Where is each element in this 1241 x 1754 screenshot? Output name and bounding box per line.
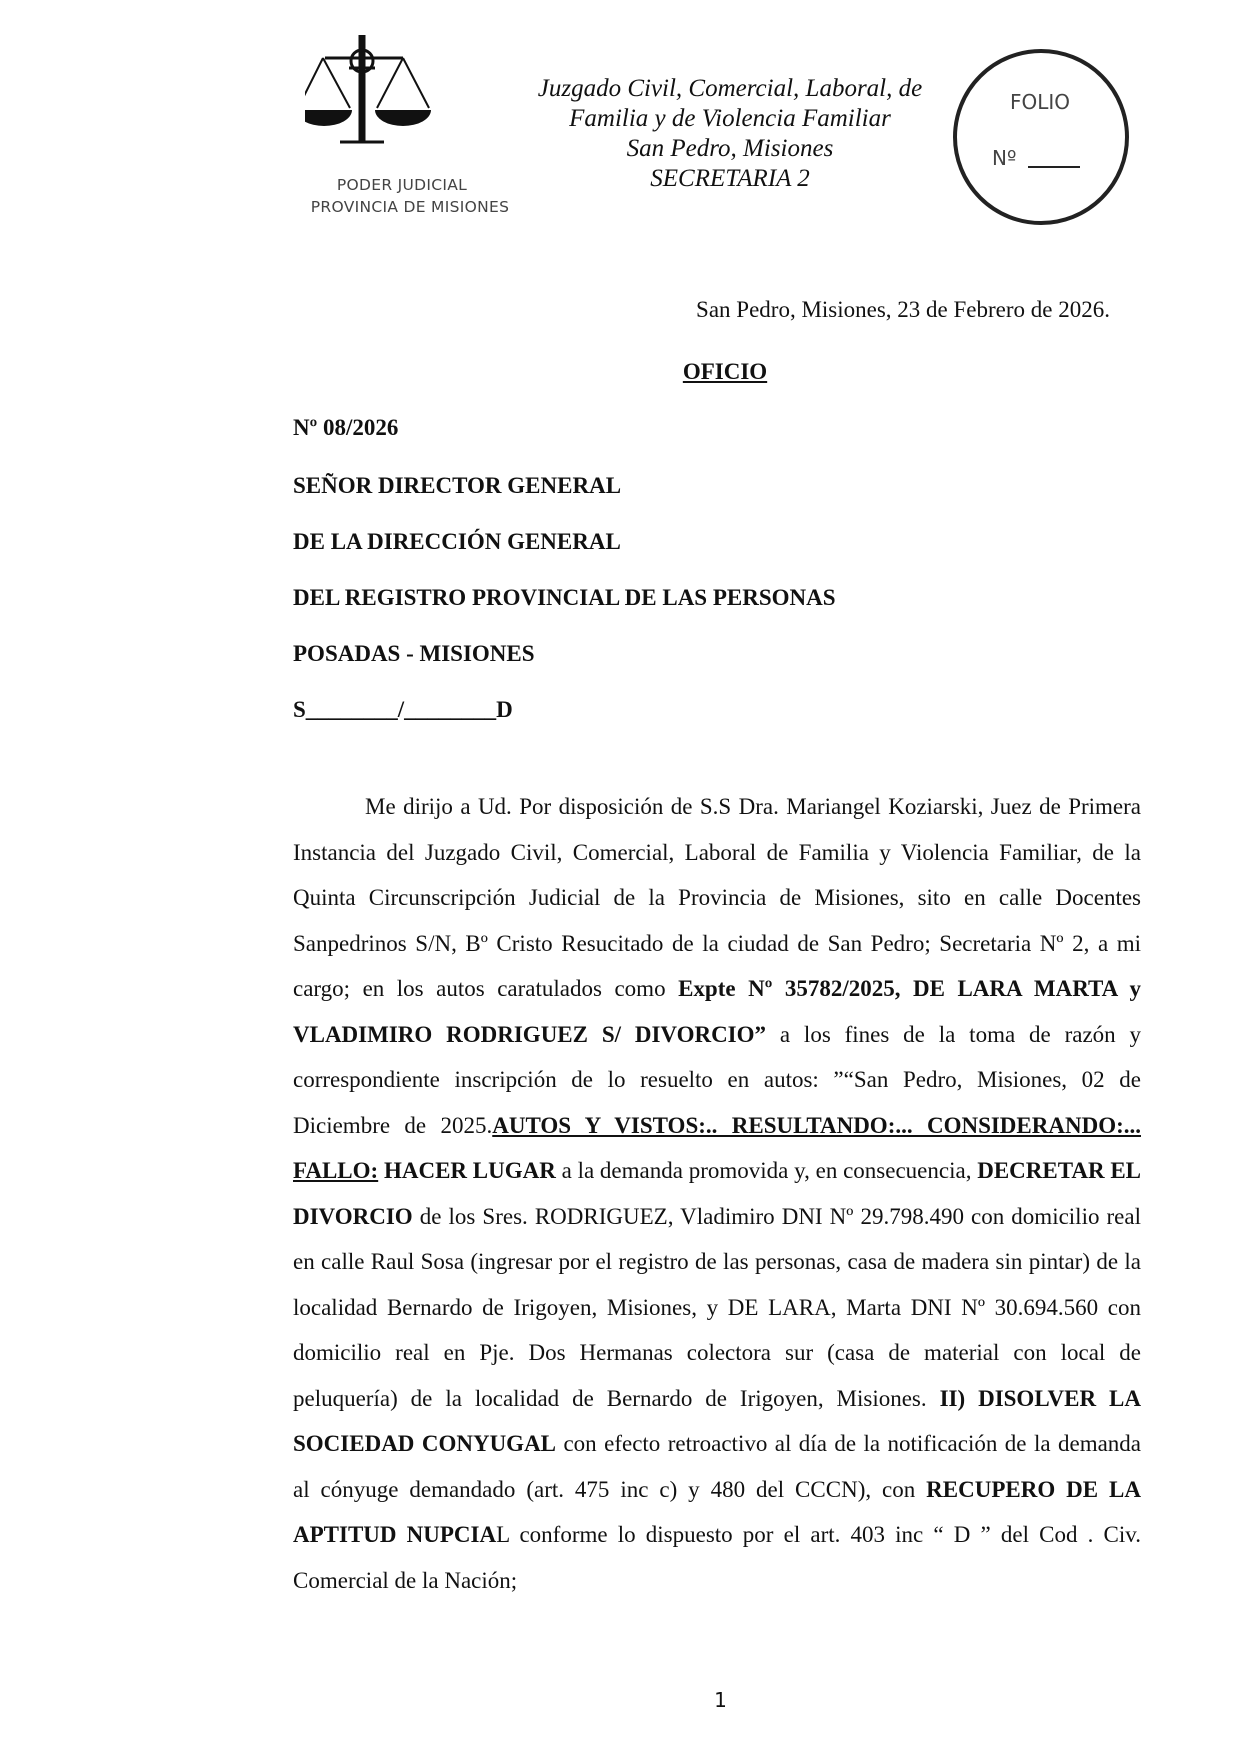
body-paragraph [293,784,1141,1603]
page-number: 1 [714,1688,727,1712]
sd-line: S________/________D [293,697,513,722]
folio-stamp [952,48,1130,226]
stamp-number-blank [1028,166,1080,168]
court-city-line: San Pedro, Misiones [626,135,834,162]
addressee-line-3: DEL REGISTRO PROVINCIAL DE LAS PERSONAS [293,585,836,610]
document-title: OFICIO [682,359,768,384]
scales-of-justice-icon [305,30,515,180]
body-text-segment: a los fines de la toma de razón y correspondiente inscripción de lo resuelto en autos: ”“San Pedro, Misiones, 02 de Diciembre de 2025. [293,1021,1141,1138]
case-reference: Expte Nº 35782/2025, DE LARA MARTA y VLADIMIRO RODRIGUEZ S/ DIVORCIO” [293,976,1141,1047]
body-text-segment: de los Sres. RODRIGUEZ, Vladimiro DNI Nº 29.798.490 con domicilio real en calle Raul Sosa (ingresar por el registro de las personas, casa de madera sin pintar) de la localidad Bernardo de Irigoyen, Misiones, y DE LARA, Marta DNI Nº 30.694.560 con domicilio real en Pje. Dos Hermanas colectora sur (casa de material con local de peluquería) de la localidad de Bernardo de Irigoyen, Misiones. [293,1203,1141,1411]
ruling-dissolve: II) DISOLVER LA SOCIEDAD CONYUGAL [293,1385,1142,1456]
addressee-line-4: POSADAS - MISIONES [293,641,535,666]
court-name-line-2: Familia y de Violencia Familiar [569,105,891,132]
ruling-divorce: DECRETAR EL DIVORCIO [293,1158,1142,1229]
body-text-segment: L conforme lo dispuesto por el art. 403 inc “ D ” del Cod . Civ. Comercial de la Nación; [293,1522,1142,1593]
ruling-nuptial: RECUPERO DE LA APTITUD NUPCIA [293,1476,1141,1547]
court-name-line-1: Juzgado Civil, Comercial, Laboral, de [537,75,923,102]
court-secretary-line: SECRETARIA 2 [650,165,810,192]
stamp-circle-icon [952,48,1130,226]
logo-caption-institution: PODER JUDICIAL [336,176,468,194]
ruling-heading: AUTOS Y VISTOS:.. RESULTANDO:... CONSIDERANDO:... FALLO: [293,1112,1141,1183]
addressee-line-1: SEÑOR DIRECTOR GENERAL [293,473,622,498]
body-text-segment: con efecto retroactivo al día de la notificación de la demanda al cónyuge demandado (art. 475 inc c) y 480 del CCCN), con [293,1431,1141,1502]
stamp-folio-label: FOLIO [1010,90,1071,114]
addressee-line-2: DE LA DIRECCIÓN GENERAL [293,529,621,554]
body-text-segment: a la demanda promovida y, en consecuencia, [555,1158,978,1183]
judicial-logo [305,30,515,220]
logo-caption-province: PROVINCIA DE MISIONES [310,198,510,216]
court-heading [515,74,945,194]
date-line: San Pedro, Misiones, 23 de Febrero de 2026. [696,297,1110,322]
stamp-number-label: Nº [992,146,1017,170]
body-text-segment: Me dirijo a Ud. Por disposición de S.S Dra. Mariangel Koziarski, Juez de Primera Instancia del Juzgado Civil, Comercial, Laboral de Familia y Violencia Familiar, de la Quinta Circunscripción Judicial de la Provincia de Misiones, sito en calle Docentes Sanpedrinos S/N, Bº Cristo Resucitado de la ciudad de San Pedro; Secretaria Nº 2, a mi cargo; en los autos caratulados como [293,794,1141,1001]
ruling-grant: HACER LUGAR [383,1158,556,1183]
document-number: Nº 08/2026 [293,415,399,440]
